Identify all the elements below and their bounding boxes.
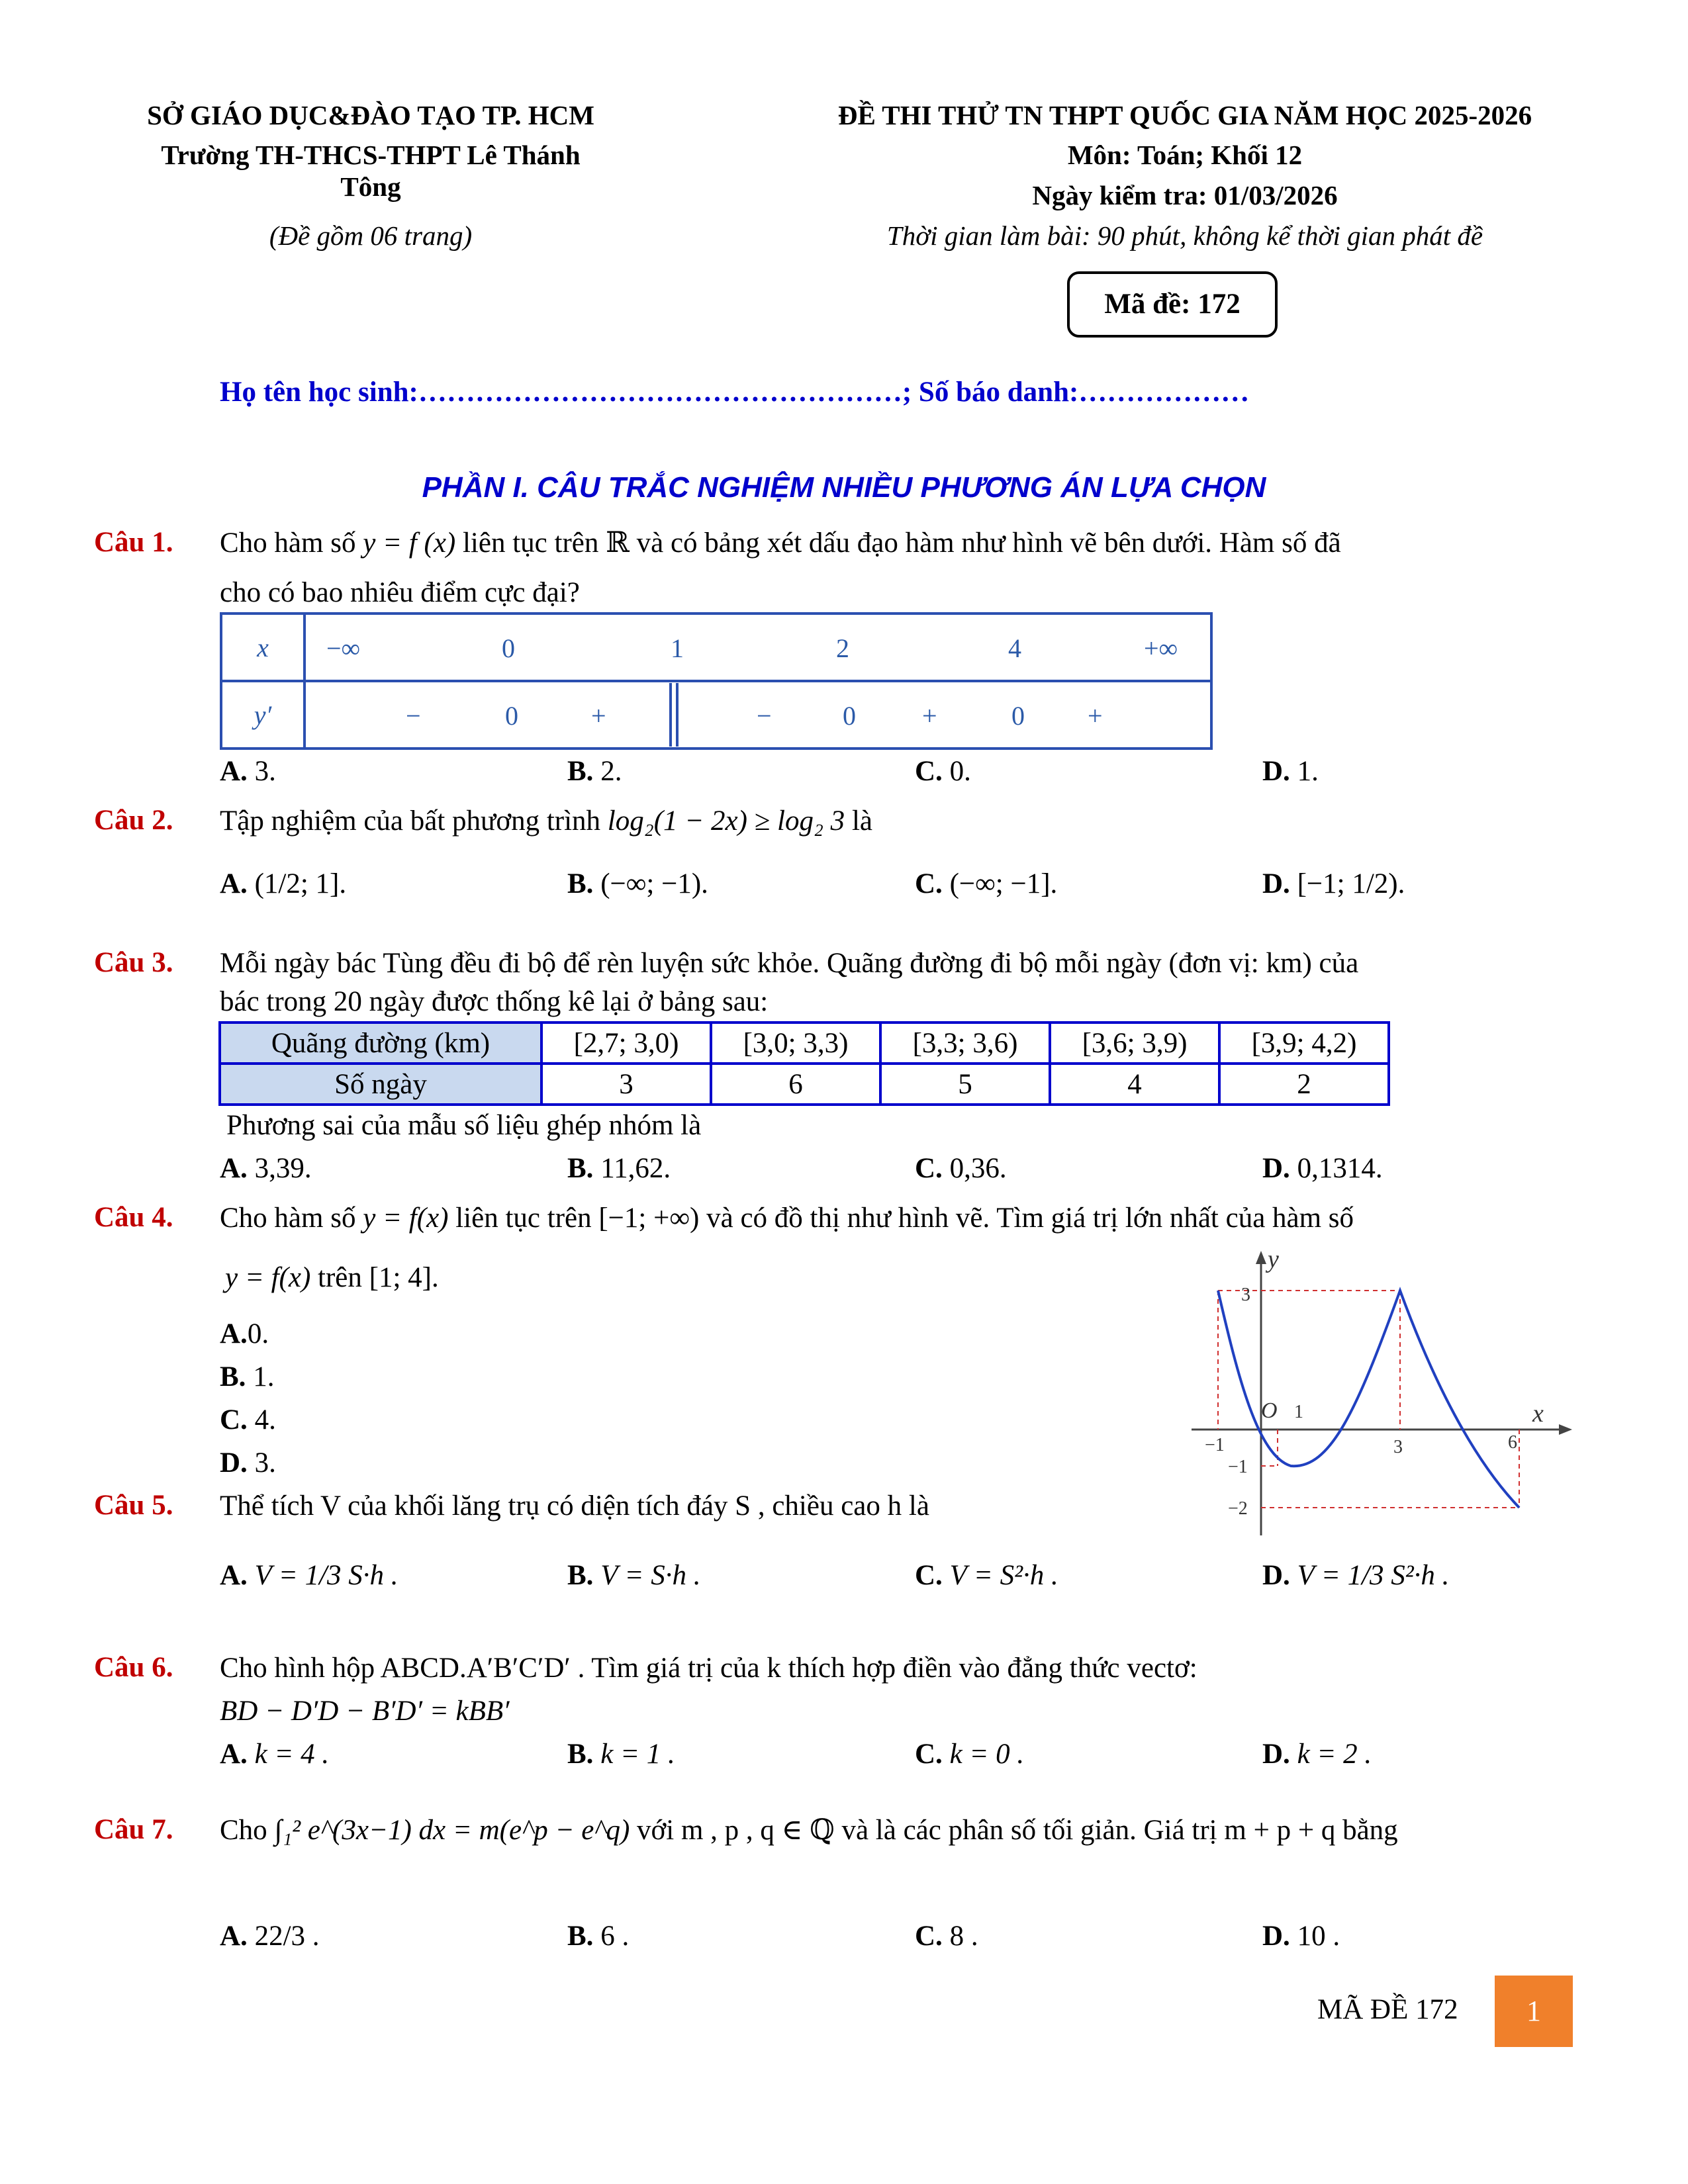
question-text-line2: bác trong 20 ngày được thống kê lại ở bảng sau:	[220, 986, 769, 1017]
options-q1: A. 3. B. 2. C. 0. D. 1.	[220, 756, 1319, 787]
sign: 0	[843, 701, 856, 731]
y-axis-label: y	[1268, 1246, 1279, 1273]
frequency-table	[218, 1021, 1390, 1106]
yprime-label: y′	[221, 681, 305, 749]
y-tick-label: −1	[1228, 1457, 1248, 1477]
y-tick-label: 3	[1241, 1285, 1250, 1305]
question-number: Câu 7.	[94, 1814, 173, 1845]
count-label: Số ngày	[220, 1064, 541, 1105]
x-value: 2	[836, 633, 849, 663]
interval-cell: [2,7; 3,0)	[541, 1023, 711, 1064]
x-tick-label: −1	[1205, 1435, 1225, 1455]
count-cell: 3	[541, 1064, 711, 1105]
question-number: Câu 5.	[94, 1490, 173, 1521]
page-count: (Đề gồm 06 trang)	[269, 220, 473, 251]
sign: +	[591, 701, 606, 731]
question-text: Thể tích V của khối lăng trụ có diện tích đáy S , chiều cao h là	[220, 1490, 929, 1522]
section-title: PHẦN I. CÂU TRẮC NGHIỆM NHIỀU PHƯƠNG ÁN LỰA CHỌN	[422, 471, 1266, 504]
sign: −	[406, 701, 421, 731]
student-info-line: Họ tên học sinh:……………………………………………; Số báo danh:………………	[220, 377, 1250, 408]
option-a: A.0.	[220, 1318, 269, 1349]
school-name: Trường TH-THCS-THPT Lê Thánh Tông	[161, 140, 581, 202]
sign: +	[1088, 701, 1103, 731]
question-text-line2: y = f(x) trên [1; 4].	[225, 1262, 439, 1293]
double-bar	[669, 683, 672, 747]
footer-exam-code: MÃ ĐỀ 172	[1317, 1994, 1458, 2025]
x-label: x	[221, 614, 305, 681]
x-value: 4	[1008, 633, 1021, 663]
x-value: 0	[502, 633, 515, 663]
sign: 0	[505, 701, 518, 731]
option-d: D. 3.	[220, 1447, 276, 1479]
time-limit: Thời gian làm bài: 90 phút, không kể thời gian phát đề	[886, 220, 1483, 251]
question-text-line3: Phương sai của mẫu số liệu ghép nhóm là	[226, 1110, 702, 1141]
double-bar	[676, 683, 679, 747]
x-value: 1	[671, 633, 684, 663]
sign: 0	[1011, 701, 1025, 731]
interval-cell: [3,9; 4,2)	[1219, 1023, 1389, 1064]
count-cell: 5	[880, 1064, 1050, 1105]
interval-cell: [3,6; 3,9)	[1050, 1023, 1219, 1064]
subject: Môn: Toán; Khối 12	[1067, 140, 1303, 170]
sign: −	[757, 701, 772, 731]
option-c: C. 4.	[220, 1404, 276, 1435]
question-text: Tập nghiệm của bất phương trình log₂(1 − 2x) ≥ log₂ 3 là	[220, 805, 872, 837]
options-q2: A. (1/2; 1]. B. (−∞; −1). C. (−∞; −1]. D. [−1; 1/2).	[220, 868, 1405, 899]
question-text: Cho hình hộp ABCD.A′B′C′D′ . Tìm giá trị của k thích hợp điền vào đẳng thức vectơ:	[220, 1653, 1197, 1684]
header-label: Quãng đường (km)	[220, 1023, 541, 1064]
options-q7: A. 22/3 . B. 6 . C. 8 . D. 10 .	[220, 1921, 1340, 1952]
question-number: Câu 4.	[94, 1202, 173, 1233]
question-number: Câu 6.	[94, 1652, 173, 1683]
count-cell: 4	[1050, 1064, 1219, 1105]
x-tick-label: 3	[1393, 1437, 1403, 1457]
x-value: −∞	[326, 633, 361, 663]
options-q5: A. V = 1/3 S·h . B. V = S·h . C. V = S²·h . D. V = 1/3 S²·h .	[220, 1560, 1450, 1591]
interval-cell: [3,3; 3,6)	[880, 1023, 1050, 1064]
question-number: Câu 2.	[94, 805, 173, 836]
question-text: Mỗi ngày bác Tùng đều đi bộ để rèn luyện sức khỏe. Quãng đường đi bộ mỗi ngày (đơn vị: km) của	[220, 948, 1359, 979]
interval-cell: [3,0; 3,3)	[711, 1023, 880, 1064]
exam-code-box: Mã đề: 172	[1067, 271, 1278, 338]
x-value: +∞	[1144, 633, 1178, 663]
option-b: B. 1.	[220, 1361, 275, 1392]
vector-equation: BD − D′D − B′D′ = kBB′	[220, 1696, 510, 1727]
options-q3: A. 3,39. B. 11,62. C. 0,36. D. 0,1314.	[220, 1153, 1383, 1184]
question-number: Câu 3.	[94, 947, 173, 978]
x-axis-label: x	[1532, 1400, 1544, 1428]
y-tick-label: −2	[1228, 1498, 1248, 1519]
origin-label: O	[1261, 1398, 1278, 1423]
x-tick-label: 6	[1508, 1432, 1517, 1453]
question-text: Cho ∫₁² e^(3x−1) dx = m(e^p − e^q) với m , p , q ∈ ℚ và là các phân số tối giản. Giá trị m + p + q bằng	[220, 1815, 1398, 1846]
question-text: Cho hàm số y = f(x) liên tục trên [−1; +∞) và có đồ thị như hình vẽ. Tìm giá trị lớn nhất của hàm số	[220, 1203, 1354, 1234]
sign: +	[922, 701, 937, 731]
sign-table	[220, 612, 1213, 750]
function-graph	[1185, 1244, 1582, 1542]
school-dept: SỞ GIÁO DỤC&ĐÀO TẠO TP. HCM	[147, 100, 594, 130]
x-tick-label: 1	[1294, 1402, 1303, 1422]
exam-title: ĐỀ THI THỬ TN THPT QUỐC GIA NĂM HỌC 2025-2026	[837, 100, 1532, 130]
options-q6: A. k = 4 . B. k = 1 . C. k = 0 . D. k = 2 .	[220, 1739, 1372, 1770]
count-cell: 6	[711, 1064, 880, 1105]
count-cell: 2	[1219, 1064, 1389, 1105]
question-text: Cho hàm số y = f (x) liên tục trên ℝ và có bảng xét dấu đạo hàm như hình vẽ bên dưới. Hàm số đã	[220, 527, 1341, 559]
question-number: Câu 1.	[94, 527, 173, 558]
question-text-line2: cho có bao nhiêu điểm cực đại?	[220, 577, 580, 608]
page-number: 1	[1495, 1976, 1573, 2047]
exam-date: Ngày kiểm tra: 01/03/2026	[1032, 180, 1338, 210]
